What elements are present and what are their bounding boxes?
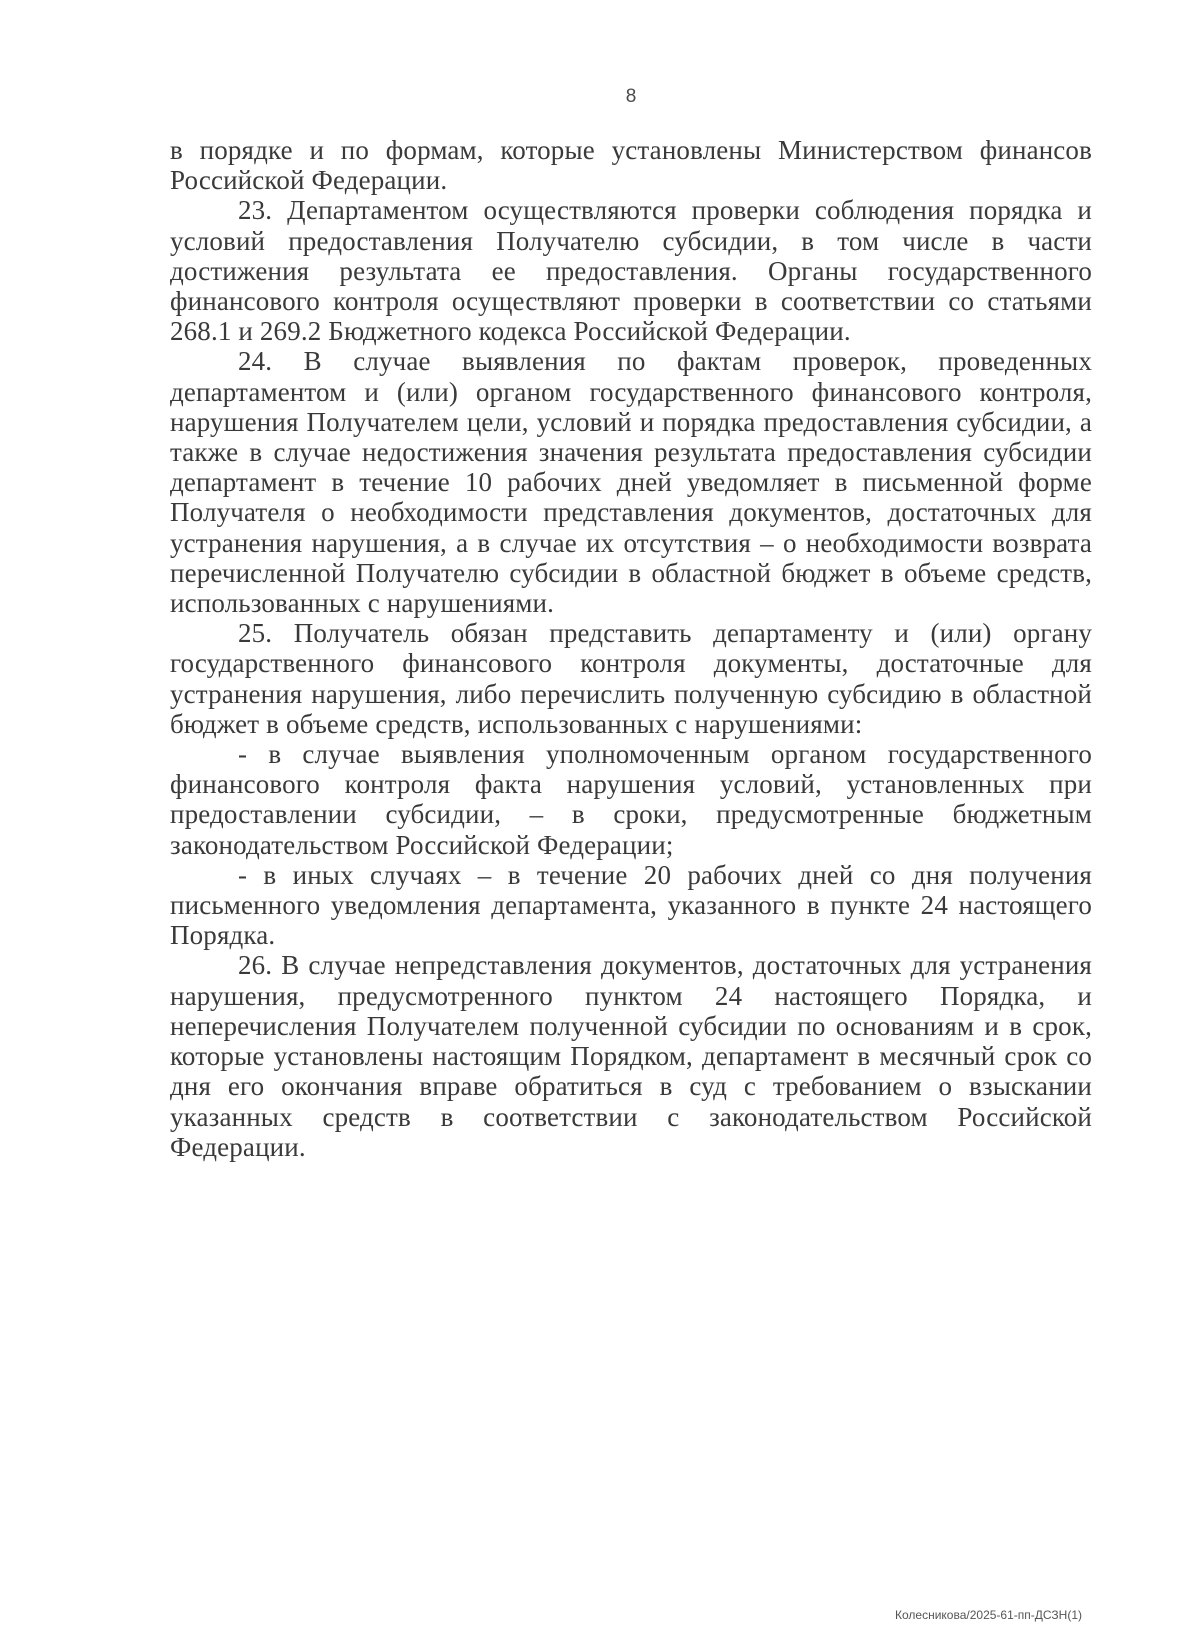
paragraph-24: 24. В случае выявления по фактам проверок, проведенных департаментом и (или) органом государственного финансового контроля, нарушения Получателем цели, условий и порядка предоставления субсидии, а также в случае недостижения значения результата предоставления субсидии департамент в течение 10 рабочих дней уведомляет в письменной форме Получателя о необходимости представления документов, достаточных для устранения нарушения, а в случае их отсутствия – о необходимости возврата перечисленной Получателю субсидии в областной бюджет в объеме средств, использованных с нарушениями. xyxy=(170,346,1092,619)
document-body xyxy=(170,135,1092,1162)
paragraph-25: 25. Получатель обязан представить департаменту и (или) органу государственного финансового контроля документы, достаточные для устранения нарушения, либо перечислить полученную субсидию в областной бюджет в объеме средств, использованных с нарушениями: xyxy=(170,618,1092,739)
document-reference: Колесникова/2025-61-пп-ДСЗН(1) xyxy=(895,1608,1082,1622)
list-item-25-1: - в случае выявления уполномоченным органом государственного финансового контроля факта нарушения условий, установленных при предоставлении субсидии, – в сроки, предусмотренные бюджетным законодательством Российской Федерации; xyxy=(170,739,1092,860)
list-item-25-2: - в иных случаях – в течение 20 рабочих дней со дня получения письменного уведомления департамента, указанного в пункте 24 настоящего Порядка. xyxy=(170,859,1092,951)
paragraph-23: 23. Департаментом осуществляются проверки соблюдения порядка и условий предоставления Получателю субсидии, в том числе в части достижения результата ее предоставления. Органы государственного финансового контроля осуществляют проверки в соответствии со статьями 268.1 и 269.2 Бюджетного кодекса Российской Федерации. xyxy=(170,195,1092,347)
paragraph-continuation: в порядке и по формам, которые установлены Министерством финансов Российской Федерации. xyxy=(170,135,1092,196)
paragraph-26: 26. В случае непредставления документов, достаточных для устранения нарушения, предусмотренного пунктом 24 настоящего Порядка, и неперечисления Получателем полученной субсидии по основаниям и в срок, которые установлены настоящим Порядком, департамент в месячный срок со дня его окончания вправе обратиться в суд с требованием о взыскании указанных средств в соответствии с законодательством Российской Федерации. xyxy=(170,950,1092,1162)
page-number: 8 xyxy=(625,86,637,107)
